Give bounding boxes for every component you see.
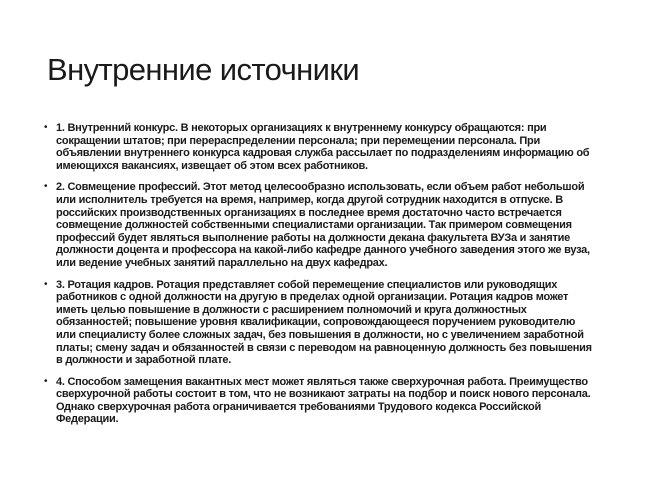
bullet-text: 3. Ротация кадров. Ротация представляет собой перемещение специалистов или руководящих работников с одной должности на другую в пределах одной организации. Ротация кадров может иметь целью повышение в должности с расширением полномочий и круга должностных обязанностей; повышение уровня квалификации, сопровождающееся поручением руководителю или специалисту более сложных задач, без повышения в должности, но с увеличением заработной платы; смену задач и обязанностей в связи с переводом на равноценную должность без повышения в должности и заработной плате.: [56, 278, 592, 367]
bullet-list: [44, 122, 596, 435]
bullet-marker: •: [44, 278, 48, 290]
bullet-marker: •: [44, 122, 48, 133]
bullet-text: 4. Способом замещения вакантных мест может являться также сверхурочная работа. Преимущество сверхурочной работы состоит в том, что не возникают затраты на подбор и поиск нового персонала. Однако сверхурочная работа ограничивается требованиями Трудового кодекса Российской Федерации.: [56, 375, 591, 426]
bullet-text: 1. Внутренний конкурс. В некоторых организациях к внутреннему конкурсу обращаются: при сокращении штатов; при перераспределении персонала; при перемещении персонала. При объявлении внутреннего конкурса кадровая служба рассылает по подразделениям информацию об имеющихся вакансиях, извещает об этом всех работников.: [56, 122, 590, 172]
bullet-text: 2. Совмещение профессий. Этот метод целесообразно использовать, если объем работ небольшой или исполнитель требуется на время, например, когда другой сотрудник находится в отпуске. В российских производственных организациях в последнее время достаточно часто встречается совмещение должностей собственными специалистами организации. Так примером совмещения профессий будет являться выполнение работы на должности декана факультета ВУЗа и занятие должности доцента и профессора на какой-либо кафедре данного учебного заведения этого же вуза, или ведение учебных занятий параллельно на двух кафедрах.: [56, 181, 590, 269]
bullet-marker: •: [44, 375, 48, 387]
slide-title: Внутренние источники: [47, 52, 360, 87]
list-item: [44, 279, 596, 367]
list-item: [44, 181, 596, 269]
list-item: [44, 376, 596, 426]
bullet-marker: •: [44, 181, 48, 193]
list-item: [44, 122, 596, 172]
